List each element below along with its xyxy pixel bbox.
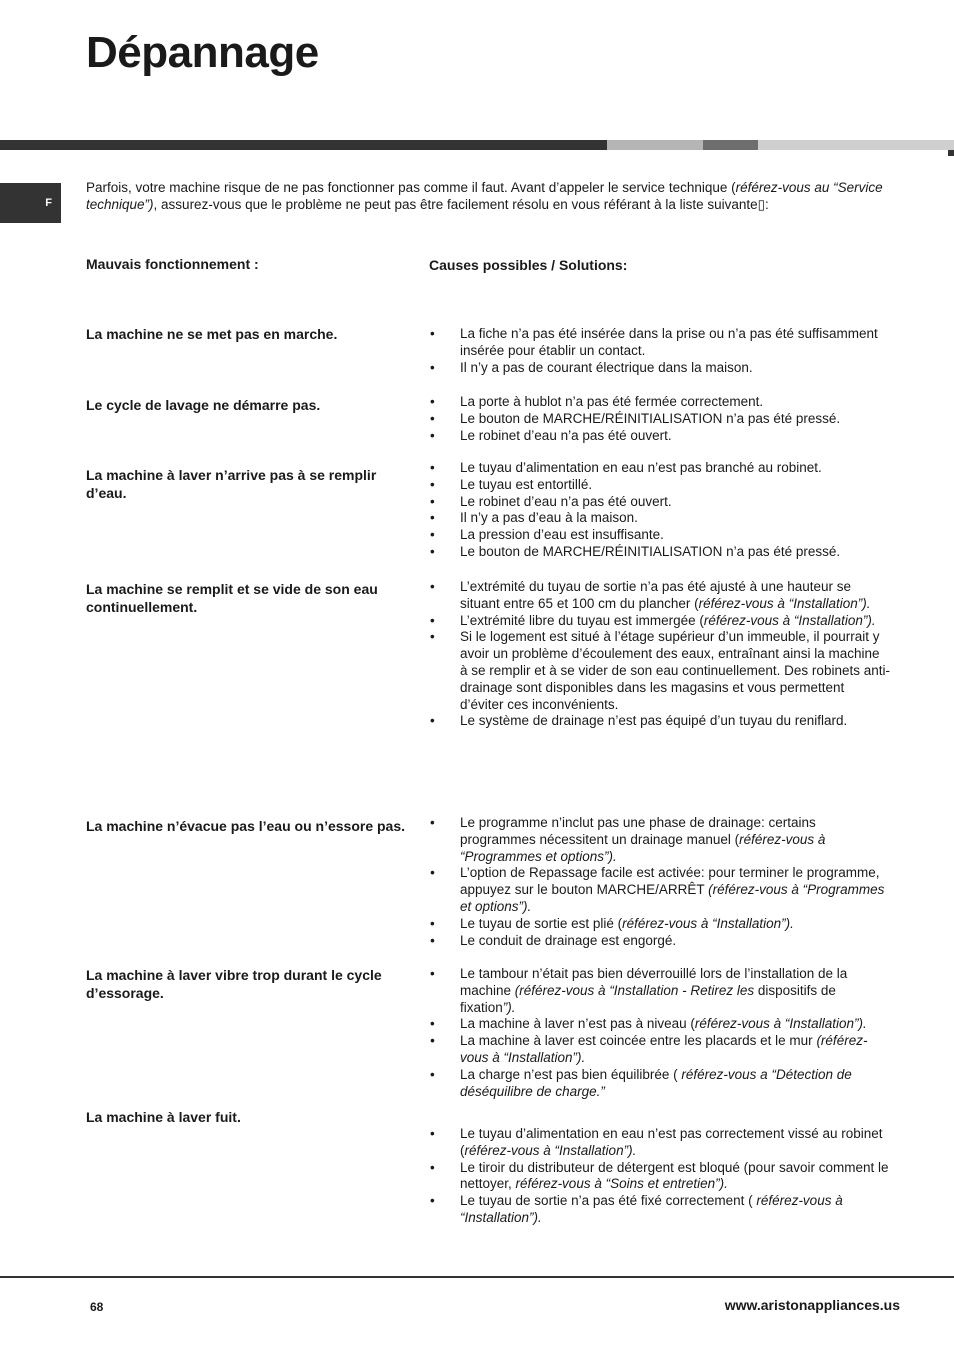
body-text: La fiche n’a pas été insérée dans la prise ou n’a pas été suffisamment insérée pour établir un contact. <box>460 326 878 358</box>
problem-title: La machine n’évacue pas l’eau ou n’essore pas. <box>86 818 406 834</box>
solution-item <box>430 527 890 544</box>
bullet-icon: • <box>430 915 435 931</box>
bullet-icon: • <box>430 1193 435 1209</box>
solution-item <box>430 460 890 477</box>
bullet-icon: • <box>430 326 435 341</box>
reference-text: référez-vous à “Installation”). <box>622 915 794 931</box>
body-text: La machine à laver n’est pas à niveau ( <box>460 1016 695 1032</box>
body-text: Si le logement est situé à l’étage supérieur d’un immeuble, il pourrait y avoir un problème d’écoulement des eaux, entraînant ainsi la machine à se remplir et à se vider de son eau continuellement. Des robinets anti-drainage sont disponibles dans les magasins et vous permettent d’éviter ces inconvénients. <box>460 629 890 712</box>
bullet-icon: • <box>430 510 435 526</box>
page-number: 68 <box>90 1300 104 1314</box>
reference-text: référez-vous au “Service technique”) <box>86 180 883 212</box>
header-rule-dark <box>0 140 607 150</box>
solution-item <box>430 713 890 730</box>
bullet-icon: • <box>430 410 435 426</box>
body-text: La machine à laver est coincée entre les placards et le mur <box>460 1033 817 1049</box>
bullet-icon: • <box>430 359 435 375</box>
bullet-icon: • <box>430 1126 435 1141</box>
solution-list <box>430 966 890 1100</box>
solution-item <box>430 544 890 561</box>
problem-title: La machine à laver vibre trop durant le cycle d’essorage. <box>86 967 382 1001</box>
bullet-icon: • <box>430 527 435 543</box>
solution-item <box>430 629 890 713</box>
bullet-icon: • <box>430 1159 435 1175</box>
body-text: Le tuyau est entortillé. <box>460 476 593 492</box>
solution-item <box>430 815 890 865</box>
solution-item <box>430 428 890 445</box>
body-text: Le tuyau de sortie n’a pas été fixé correctement ( <box>460 1193 757 1209</box>
page-title: Dépannage <box>86 28 319 77</box>
body-text: Le tiroir du distributeur de détergent est bloqué (pour savoir comment le nettoyer, <box>460 1159 889 1192</box>
body-text: Le tambour n’était pas bien déverrouillé lors de l’installation de la machine <box>460 966 848 998</box>
bullet-icon: • <box>430 612 435 628</box>
solution-item <box>430 394 890 411</box>
intro-paragraph <box>86 180 896 214</box>
bullet-icon: • <box>430 932 435 948</box>
bullet-icon: • <box>430 815 435 830</box>
solution-item <box>430 1160 890 1194</box>
solution-list <box>430 460 890 561</box>
header-rule-tick <box>948 150 954 156</box>
solution-item <box>430 494 890 511</box>
reference-text: (référez-vous à “Installation - Retirez les <box>514 982 758 998</box>
body-text: Le tuyau d’alimentation en eau n’est pas branché au robinet. <box>460 460 822 475</box>
solution-item <box>430 1033 890 1067</box>
reference-text: (référez-vous à “Installation”). <box>460 1033 868 1065</box>
bullet-icon: • <box>430 427 435 443</box>
bullet-icon: • <box>430 476 435 492</box>
solution-list <box>430 1126 890 1227</box>
reference-text: référez-vous à “Installation”). <box>703 612 876 628</box>
solution-item <box>430 477 890 494</box>
body-text: Le robinet d’eau n’a pas été ouvert. <box>460 427 672 443</box>
reference-text: référez-vous à “Installation”). <box>698 595 871 611</box>
body-text: La charge n’est pas bien équilibrée ( <box>460 1066 682 1082</box>
body-text: La pression d’eau est insuffisante. <box>460 527 664 543</box>
solution-item <box>430 360 890 377</box>
header-rule-light <box>607 140 703 150</box>
body-text: Parfois, votre machine risque de ne pas fonctionner pas comme il faut. Avant d’appeler le service technique ( <box>86 180 736 195</box>
solution-list <box>430 815 890 949</box>
body-text: Le tuyau de sortie est plié ( <box>460 915 623 931</box>
reference-text: référez-vous à “Programmes et options”). <box>460 831 826 864</box>
bullet-icon: • <box>430 629 435 645</box>
solution-item <box>430 326 890 360</box>
problem-title: La machine à laver fuit. <box>86 1109 241 1125</box>
bullet-icon: • <box>430 966 435 981</box>
reference-text: référez-vous à “Soins et entretien”). <box>515 1176 728 1192</box>
body-text: La porte à hublot n’a pas été fermée correctement. <box>460 394 764 409</box>
reference-text: référez-vous à “Installation”). <box>460 1193 843 1225</box>
bullet-icon: • <box>430 394 435 409</box>
header-rule-pale <box>758 140 954 150</box>
bullet-icon: • <box>430 543 435 559</box>
solution-item <box>430 613 890 630</box>
bullet-icon: • <box>430 1066 435 1082</box>
body-text: Le robinet d’eau n’a pas été ouvert. <box>460 493 672 509</box>
solution-item <box>430 933 890 950</box>
bullet-icon: • <box>430 493 435 509</box>
bullet-icon: • <box>430 579 435 594</box>
solution-item <box>430 510 890 527</box>
bullet-icon: • <box>430 460 435 475</box>
solution-item <box>430 916 890 933</box>
body-text: L’extrémité du tuyau de sortie n’a pas été ajusté à une hauteur se situant entre 65 et 100 cm du plancher ( <box>460 579 852 611</box>
footer-rule <box>0 1276 954 1278</box>
website-url: www.aristonappliances.us <box>724 1297 900 1313</box>
reference-text: référez-vous a “Détection de déséquilibre de charge.” <box>460 1066 852 1099</box>
body-text: , assurez-vous que le problème ne peut pas être facilement résolu en vous référant à la liste suivante▯: <box>153 196 769 212</box>
problem-title: La machine ne se met pas en marche. <box>86 326 338 342</box>
solution-item <box>430 865 890 915</box>
solution-list <box>430 579 890 730</box>
solution-item <box>430 1126 890 1160</box>
body-text: Le bouton de MARCHE/RÉINITIALISATION n’a pas été pressé. <box>460 410 841 426</box>
bullet-icon: • <box>430 865 435 881</box>
solution-item <box>430 966 890 1016</box>
body-text: Il n’y a pas de courant électrique dans la maison. <box>460 359 753 375</box>
bullet-icon: • <box>430 713 435 729</box>
body-text: Le bouton de MARCHE/RÉINITIALISATION n’a pas été pressé. <box>460 543 841 559</box>
reference-text: (référez-vous à “Programmes et options”). <box>460 882 885 914</box>
solution-item <box>430 1016 890 1033</box>
solution-item <box>430 1193 890 1227</box>
problem-title: La machine à laver n’arrive pas à se remplir d’eau. <box>86 467 377 501</box>
header-solutions: Causes possibles / Solutions: <box>429 257 628 273</box>
reference-text: référez-vous à “Installation”). <box>694 1016 867 1032</box>
header-rule-mid <box>703 140 758 150</box>
body-text: L’option de Repassage facile est activée: pour terminer le programme, appuyez sur le bouton MARCHE/ARRÊT <box>460 865 880 898</box>
body-text: dispositifs de fixation <box>460 982 836 1015</box>
body-text: Le tuyau d’alimentation en eau n’est pas correctement vissé au robinet ( <box>460 1126 883 1158</box>
body-text: Il n’y a pas d’eau à la maison. <box>460 510 638 526</box>
problem-title: La machine se remplit et se vide de son eau continuellement. <box>86 581 378 615</box>
body-text: Le système de drainage n’est pas équipé d’un tuyau du reniflard. <box>460 713 848 729</box>
reference-text: ”). <box>502 999 516 1015</box>
solution-list <box>430 326 890 376</box>
solution-item <box>430 579 890 613</box>
body-text: L’extrémité libre du tuyau est immergée ( <box>460 612 704 628</box>
header-malfunction: Mauvais fonctionnement : <box>86 256 259 272</box>
solution-item <box>430 411 890 428</box>
solution-list <box>430 394 890 444</box>
reference-text: référez-vous à “Installation”). <box>464 1142 637 1158</box>
body-text: Le programme n’inclut pas une phase de drainage: certains programmes nécessitent un drainage manuel ( <box>460 815 816 847</box>
bullet-icon: • <box>430 1033 435 1049</box>
body-text: Le conduit de drainage est engorgé. <box>460 932 677 948</box>
bullet-icon: • <box>430 1016 435 1032</box>
language-tab: F <box>0 183 61 223</box>
solution-item <box>430 1067 890 1101</box>
problem-title: Le cycle de lavage ne démarre pas. <box>86 397 321 413</box>
